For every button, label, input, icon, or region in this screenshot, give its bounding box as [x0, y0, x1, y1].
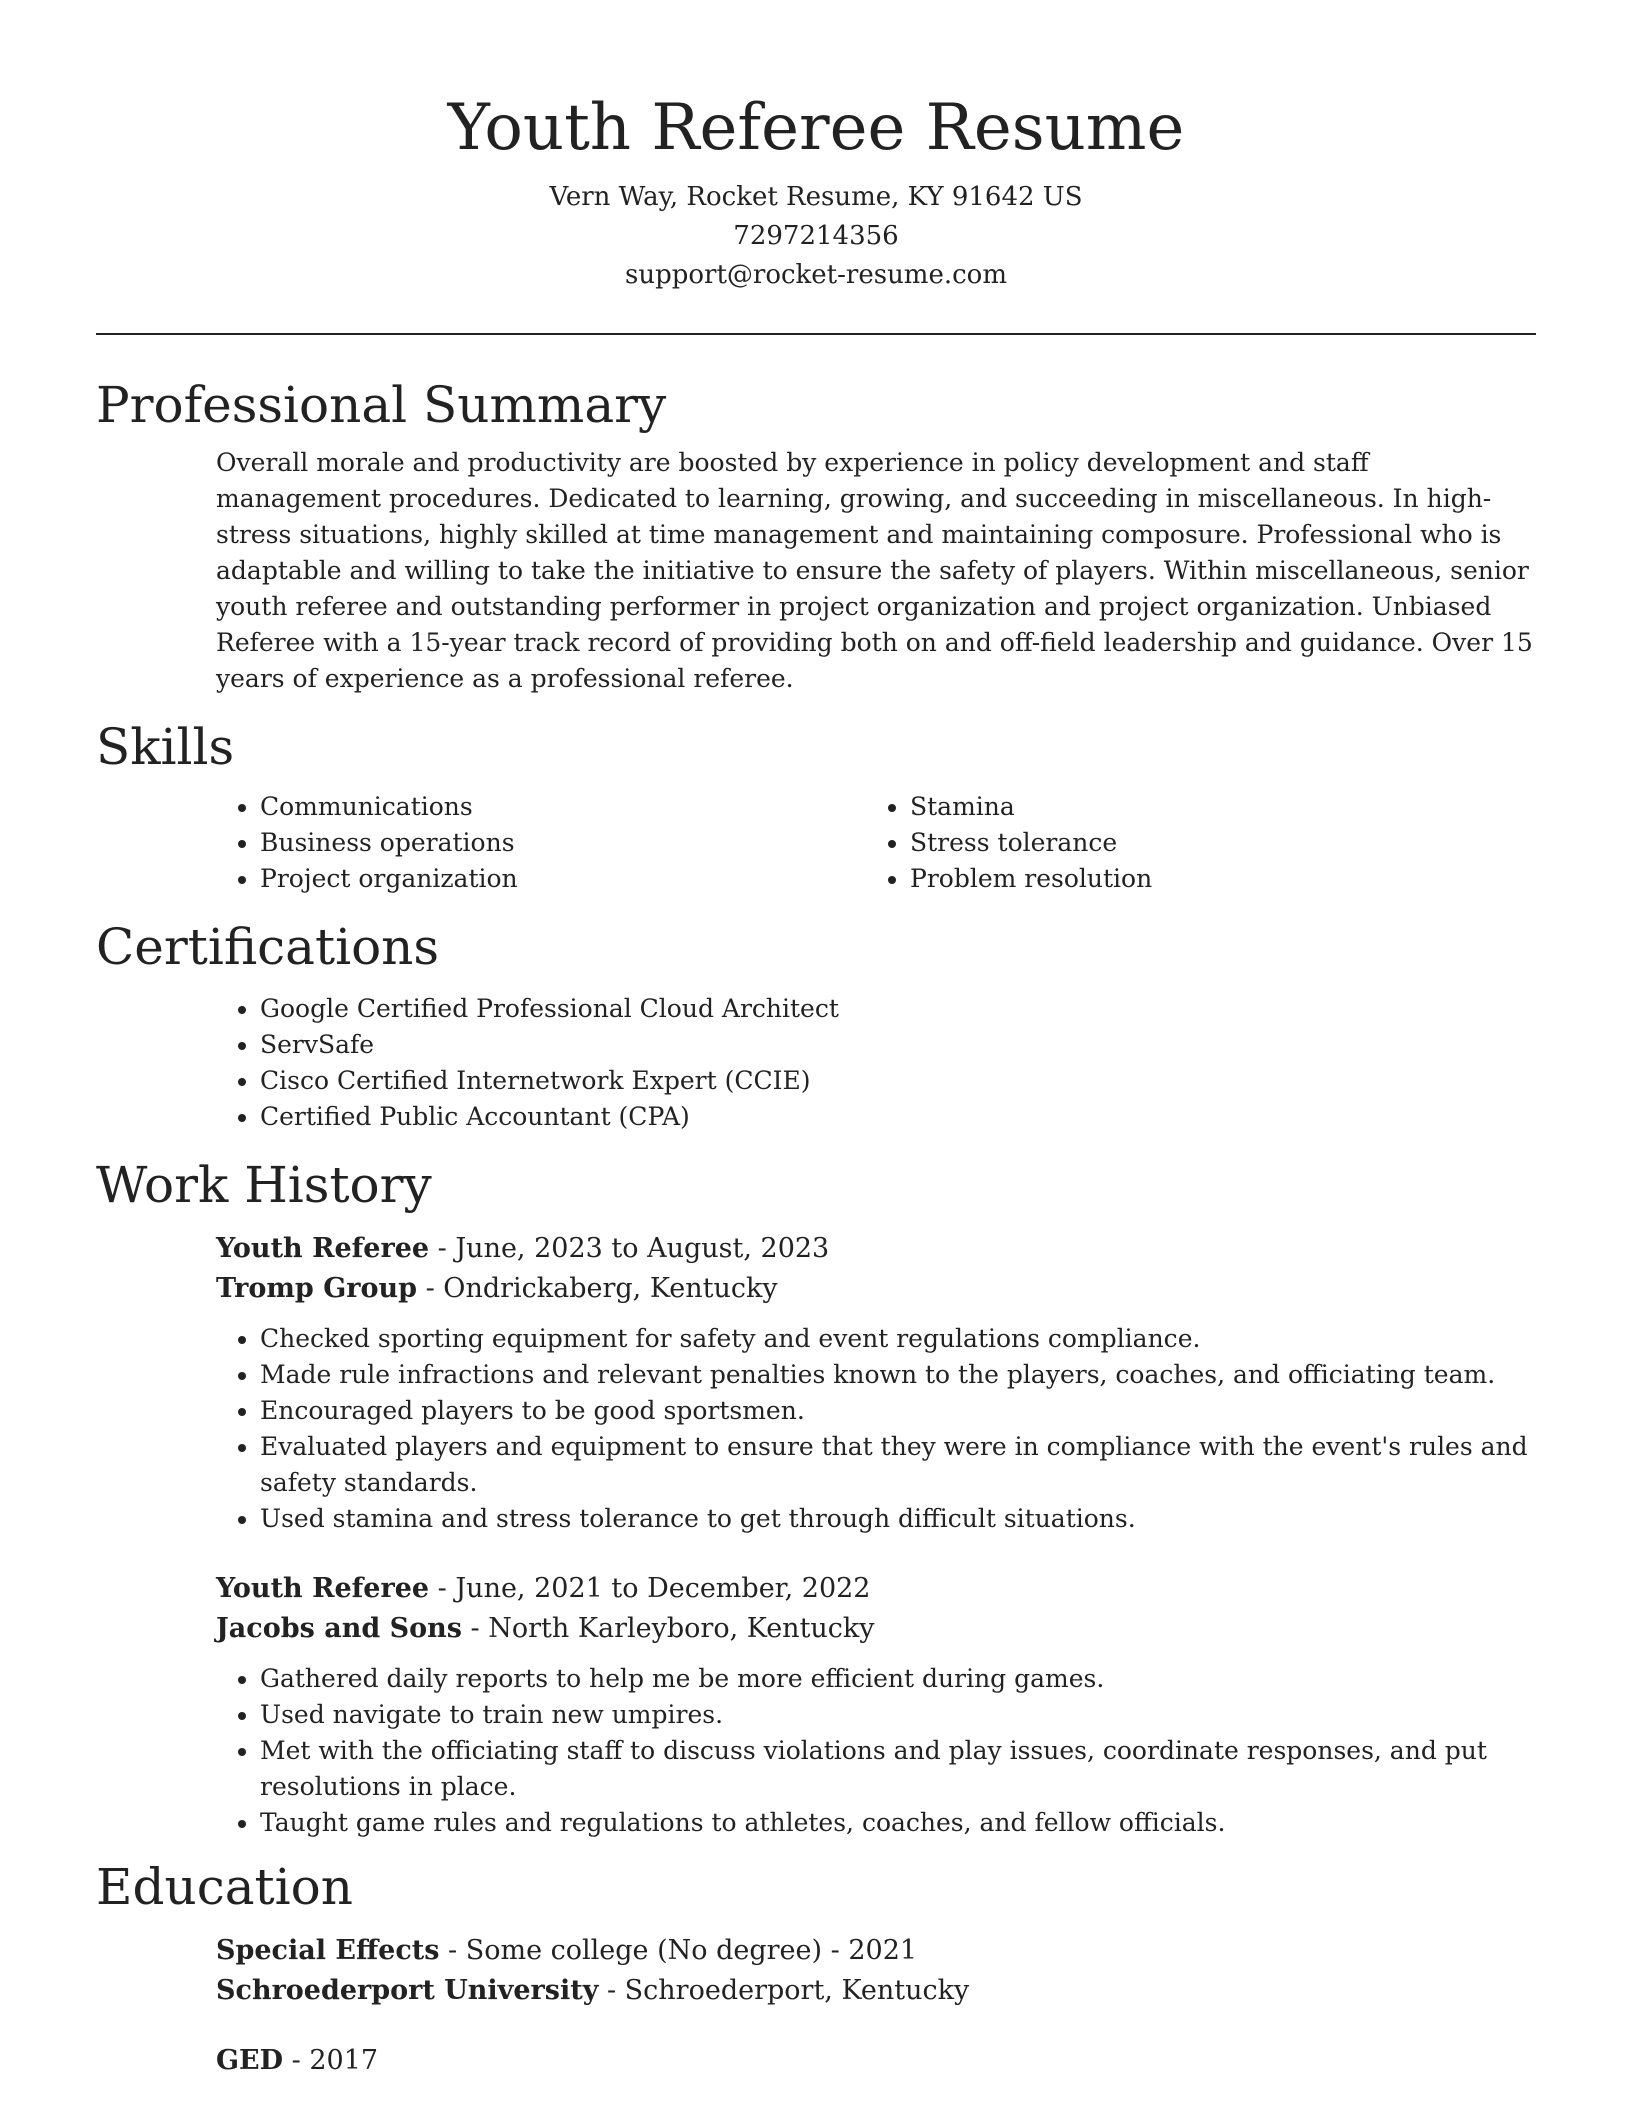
certification-item: • Cisco Certified Internetwork Expert (CCIE) — [260, 1063, 1536, 1099]
job-bullet: • Made rule infractions and relevant penalties known to the players, coaches, and officiating team. — [260, 1357, 1536, 1393]
contact-email: support@rocket-resume.com — [624, 260, 1007, 290]
job-title-line — [216, 1229, 1536, 1269]
job-company: Tromp Group — [216, 1273, 418, 1304]
job-bullet: • Used navigate to train new umpires. — [260, 1697, 1536, 1733]
skill-item: • Project organization — [260, 861, 866, 897]
job-location: - Ondrickaberg, Kentucky — [417, 1273, 778, 1304]
skills-column-left — [216, 789, 866, 897]
skill-item: • Stress tolerance — [910, 825, 1516, 861]
job-entry — [216, 1229, 1536, 1537]
education-school: Schroederport University — [216, 1975, 599, 2006]
certifications-list — [216, 991, 1536, 1135]
job-dates: - June, 2023 to August, 2023 — [429, 1233, 830, 1264]
job-bullet: • Gathered daily reports to help me be more efficient during games. — [260, 1661, 1536, 1697]
education-entry — [216, 1931, 1536, 2011]
job-bullet: • Used stamina and stress tolerance to get through difficult situations. — [260, 1501, 1536, 1537]
job-role: Youth Referee — [216, 1573, 430, 1604]
certification-item: • Certified Public Accountant (CPA) — [260, 1099, 1536, 1135]
resume-title: Youth Referee Resume — [447, 91, 1185, 165]
resume-page — [96, 0, 1536, 2081]
education-section — [96, 1855, 1536, 2081]
education-degree-line — [216, 2041, 1536, 2081]
skill-item: • Business operations — [260, 825, 866, 861]
education-entry — [216, 2041, 1536, 2081]
summary-text: Overall morale and productivity are boosted by experience in policy development and staff management procedures. Dedicated to learning, growing, and succeeding in miscellaneous. In high-stress situations, highly skilled at time management and maintaining composure. Professional who is adaptable and willing to take the initiative to ensure the safety of players. Within miscellaneous, senior youth referee and outstanding performer in project organization and project organization. Unbiased Referee with a 15-year track record of providing both on and off-field leadership and guidance. Over 15 years of experience as a professional referee. — [216, 448, 1533, 693]
job-title-line — [216, 1569, 1536, 1609]
job-dates: - June, 2021 to December, 2022 — [429, 1573, 871, 1604]
summary-section — [96, 373, 1536, 697]
skill-item: • Communications — [260, 789, 866, 825]
education-detail: - Some college (No degree) - 2021 — [439, 1935, 918, 1966]
header-divider — [96, 333, 1536, 335]
education-detail: - 2017 — [283, 2045, 379, 2076]
skill-item: • Stamina — [910, 789, 1516, 825]
job-bullet: • Encouraged players to be good sportsmen. — [260, 1393, 1536, 1429]
skills-heading: Skills — [96, 718, 235, 776]
work-section — [96, 1153, 1536, 1841]
job-role: Youth Referee — [216, 1233, 430, 1264]
job-company: Jacobs and Sons — [216, 1613, 462, 1644]
certification-item: • Google Certified Professional Cloud Architect — [260, 991, 1536, 1027]
education-location: - Schroederport, Kentucky — [598, 1975, 970, 2006]
contact-phone: 7297214356 — [733, 221, 899, 251]
job-bullet: • Taught game rules and regulations to athletes, coaches, and fellow officials. — [260, 1805, 1536, 1841]
education-field: GED — [216, 2045, 284, 2076]
education-field: Special Effects — [216, 1935, 440, 1966]
summary-heading: Professional Summary — [96, 376, 667, 434]
job-bullet: • Met with the officiating staff to discuss violations and play issues, coordinate responses, and put resolutions in place. — [260, 1733, 1536, 1805]
education-heading: Education — [96, 1858, 353, 1916]
certifications-heading: Certifications — [96, 918, 440, 976]
job-entry — [216, 1569, 1536, 1841]
work-heading: Work History — [96, 1156, 432, 1214]
certifications-section — [96, 915, 1536, 1135]
skill-item: • Problem resolution — [910, 861, 1516, 897]
job-bullet: • Checked sporting equipment for safety and event regulations compliance. — [260, 1321, 1536, 1357]
education-degree-line — [216, 1931, 1536, 1971]
skills-column-right — [866, 789, 1516, 897]
education-school-line — [216, 1971, 1536, 2011]
job-location: - North Karleyboro, Kentucky — [461, 1613, 875, 1644]
certification-item: • ServSafe — [260, 1027, 1536, 1063]
job-company-line — [216, 1269, 1536, 1309]
resume-header — [96, 0, 1536, 295]
job-bullet: • Evaluated players and equipment to ensure that they were in compliance with the event's rules and safety standards. — [260, 1429, 1536, 1501]
skills-grid — [216, 789, 1536, 897]
contact-address: Vern Way, Rocket Resume, KY 91642 US — [549, 182, 1083, 212]
job-company-line — [216, 1609, 1536, 1649]
skills-section — [96, 715, 1536, 897]
